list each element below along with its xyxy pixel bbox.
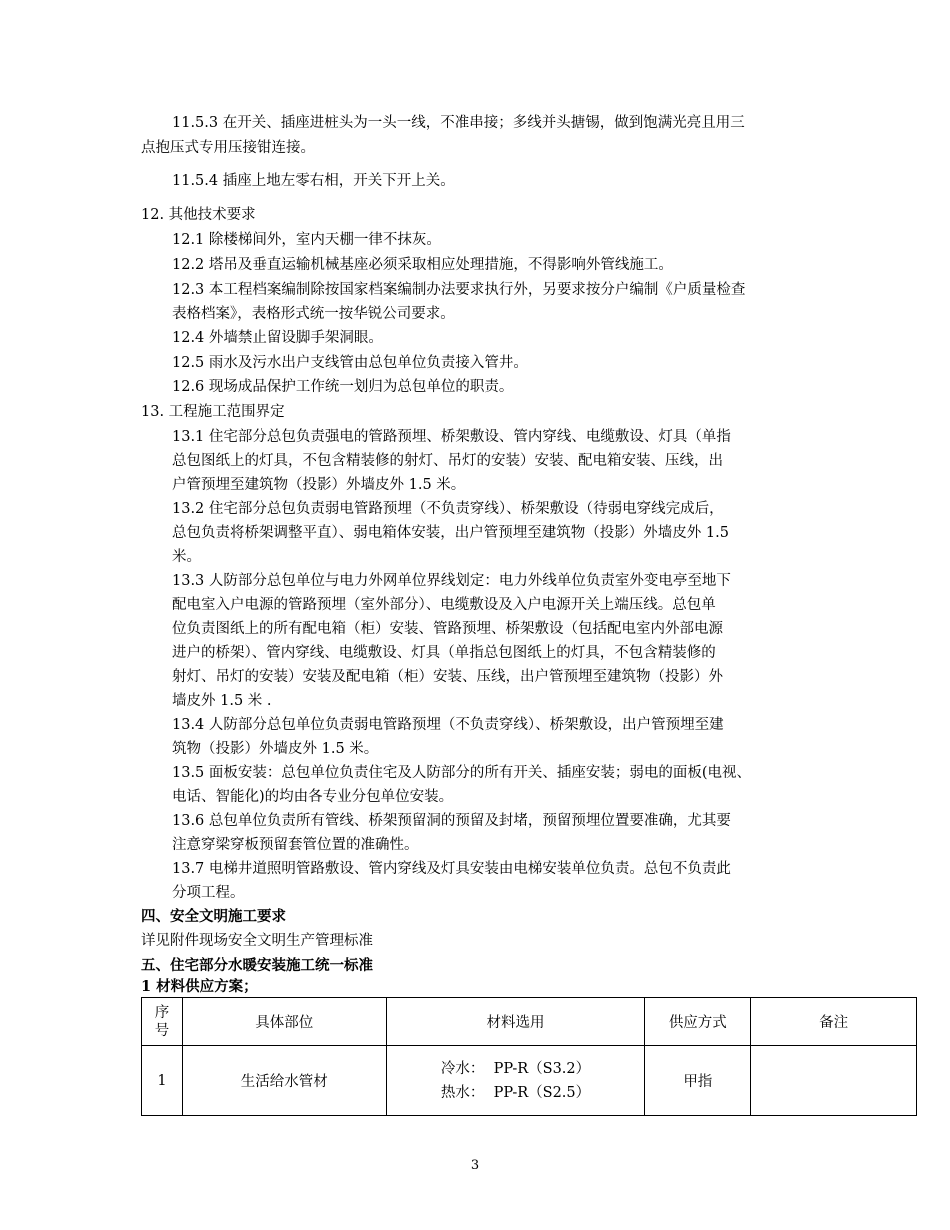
text-line: 米。 [172, 549, 201, 565]
text-line: 12.3 本工程档案编制除按国家档案编制办法要求执行外，另要求按分户编制《户质量检查 [172, 282, 746, 298]
text-line: 13. 工程施工范围界定 [141, 404, 285, 420]
cell-material [386, 1046, 645, 1116]
material-cold: 冷水： PP-R（S3.2） [440, 1060, 591, 1077]
text-line: 13.7 电梯井道照明管路敷设、管内穿线及灯具安装由电梯安装单位负责。总包不负责此 [172, 861, 731, 877]
text-line: 11.5.3 在开关、插座进桩头为一头一线，不准串接；多线并头搪锡，做到饱满光亮且用三 [172, 115, 745, 131]
text-line: 12.6 现场成品保护工作统一划归为总包单位的职责。 [172, 379, 514, 395]
text-line: 13.4 人防部分总包单位负责弱电管路预埋（不负责穿线）、桥架敷设，出户管预埋至建 [172, 717, 724, 733]
text-line: 总包负责将桥架调整平直）、弱电箱体安装，出户管预埋至建筑物（投影）外墙皮外 1.5 [172, 525, 729, 541]
text-line: 12. 其他技术要求 [141, 207, 256, 223]
materials-table [141, 997, 917, 1116]
section-heading: 四、安全文明施工要求 [141, 908, 286, 925]
text-line: 13.6 总包单位负责所有管线、桥架预留洞的预留及封堵，预留预埋位置要准确，尤其要 [172, 813, 731, 829]
text-line: 13.2 住宅部分总包负责弱电管路预埋（不负责穿线）、桥架敷设（待弱电穿线完成后， [172, 501, 724, 517]
text-line: 点抱压式专用压接钳连接。 [141, 140, 315, 156]
text-line: 表格档案》，表格形式统一按华锐公司要求。 [172, 306, 455, 322]
text-line: 总包图纸上的灯具，不包含精装修的射灯、吊灯的安装）安装、配电箱安装、压线，出 [172, 453, 723, 469]
table-row [142, 1046, 917, 1116]
section-heading: 1 材料供应方案； [141, 978, 258, 995]
text-line: 12.4 外墙禁止留设脚手架洞眼。 [172, 330, 383, 346]
text-line: 户管预埋至建筑物（投影）外墙皮外 1.5 米。 [172, 477, 466, 493]
text-line: 12.2 塔吊及垂直运输机械基座必须采取相应处理措施，不得影响外管线施工。 [172, 257, 673, 273]
header-no: 序号 [142, 998, 183, 1046]
header-material: 材料选用 [386, 998, 645, 1046]
text-line: 分项工程。 [172, 885, 245, 901]
cell-no: 1 [142, 1046, 183, 1116]
text-line: 13.1 住宅部分总包负责强电的管路预埋、桥架敷设、管内穿线、电缆敷设、灯具（单指 [172, 429, 731, 445]
header-note: 备注 [751, 998, 917, 1046]
text-line: 墙皮外 1.5 米 . [172, 693, 272, 709]
text-line: 进户的桥架）、管内穿线、电缆敷设、灯具（单指总包图纸上的灯具，不包含精装修的 [172, 645, 716, 661]
text-line: 注意穿梁穿板预留套管位置的准确性。 [172, 837, 419, 853]
text-line: 详见附件现场安全文明生产管理标准 [141, 933, 373, 949]
text-line: 12.1 除楼梯间外，室内天棚一律不抹灰。 [172, 232, 441, 248]
text-line: 电话、智能化)的均由各专业分包单位安装。 [172, 789, 454, 805]
text-line: 配电室入户电源的管路预埋（室外部分）、电缆敷设及入户电源开关上端压线。总包单 [172, 597, 716, 613]
text-line: 射灯、吊灯的安装）安装及配电箱（柜）安装、压线，出户管预埋至建筑物（投影）外 [172, 669, 723, 685]
header-part: 具体部位 [182, 998, 386, 1046]
header-supply: 供应方式 [645, 998, 751, 1046]
text-line: 13.3 人防部分总包单位与电力外网单位界线划定：电力外线单位负责室外变电亭至地下 [172, 573, 731, 589]
text-line: 位负责图纸上的所有配电箱（柜）安装、管路预埋、桥架敷设（包括配电室内外部电源 [172, 621, 723, 637]
text-line: 筑物（投影）外墙皮外 1.5 米。 [172, 741, 379, 757]
text-line: 12.5 雨水及污水出户支线管由总包单位负责接入管井。 [172, 355, 528, 371]
section-heading: 五、住宅部分水暖安装施工统一标准 [141, 957, 373, 974]
cell-part: 生活给水管材 [182, 1046, 386, 1116]
page-number: 3 [470, 1158, 480, 1173]
material-hot: 热水： PP-R（S2.5） [440, 1084, 591, 1101]
cell-supply: 甲指 [645, 1046, 751, 1116]
table-header-row [142, 998, 917, 1046]
cell-note [751, 1046, 917, 1116]
text-line: 13.5 面板安装：总包单位负责住宅及人防部分的所有开关、插座安装；弱电的面板(电视、 [172, 765, 752, 781]
text-line: 11.5.4 插座上地左零右相，开关下开上关。 [172, 173, 455, 189]
